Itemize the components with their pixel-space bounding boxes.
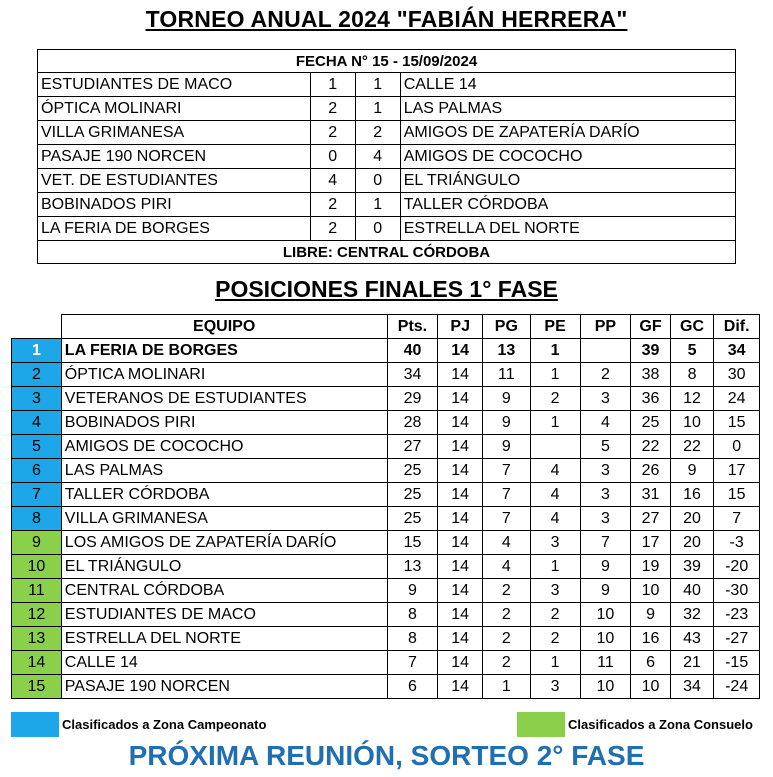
gc-cell: 9 [670, 459, 714, 483]
gf-cell: 38 [631, 363, 670, 387]
pp-cell: 5 [580, 435, 631, 459]
match-row [38, 145, 736, 169]
table-row [12, 675, 760, 699]
gc-cell: 20 [670, 531, 714, 555]
home-team: VILLA GRIMANESA [38, 121, 311, 145]
pp-cell: 9 [580, 579, 631, 603]
table-row [12, 651, 760, 675]
gf-cell: 10 [631, 579, 670, 603]
standings-table [11, 314, 760, 699]
pts-cell: 34 [387, 363, 438, 387]
gf-cell: 10 [631, 675, 670, 699]
pts-cell: 27 [387, 435, 438, 459]
dif-cell: 30 [714, 363, 760, 387]
gf-cell: 16 [631, 627, 670, 651]
gc-cell: 5 [670, 339, 714, 363]
pg-cell: 11 [482, 363, 530, 387]
gf-cell: 31 [631, 483, 670, 507]
pe-cell: 2 [530, 387, 580, 411]
home-score: 2 [310, 193, 355, 217]
away-score: 1 [355, 73, 400, 97]
team-name-cell: LAS PALMAS [61, 459, 387, 483]
pj-cell: 14 [438, 579, 483, 603]
gc-cell: 40 [670, 579, 714, 603]
table-row [12, 411, 760, 435]
dif-cell: -3 [714, 531, 760, 555]
team-name-cell: LOS AMIGOS DE ZAPATERÍA DARÍO [61, 531, 387, 555]
next-meeting-banner: PRÓXIMA REUNIÓN, SORTEO 2° FASE [128, 740, 645, 771]
home-team: ÓPTICA MOLINARI [38, 97, 311, 121]
pj-cell: 14 [438, 627, 483, 651]
legend-consuelo-label: Clasificados a Zona Consuelo [568, 717, 753, 732]
away-team: LAS PALMAS [400, 97, 735, 121]
table-row [12, 531, 760, 555]
gc-cell: 8 [670, 363, 714, 387]
dif-cell: -23 [714, 603, 760, 627]
pg-cell: 9 [482, 387, 530, 411]
team-name-cell: EL TRIÁNGULO [61, 555, 387, 579]
pj-cell: 14 [438, 339, 483, 363]
table-row [12, 507, 760, 531]
away-team: TALLER CÓRDOBA [400, 193, 735, 217]
pe-cell: 4 [530, 483, 580, 507]
team-name-cell: PASAJE 190 NORCEN [61, 675, 387, 699]
gf-cell: 26 [631, 459, 670, 483]
position-cell: 5 [12, 435, 62, 459]
pe-cell: 2 [530, 603, 580, 627]
team-name-cell: ÓPTICA MOLINARI [61, 363, 387, 387]
position-cell: 13 [12, 627, 62, 651]
table-row [12, 339, 760, 363]
dif-cell: 7 [714, 507, 760, 531]
pe-cell: 4 [530, 507, 580, 531]
team-name-cell: AMIGOS DE COCOCHO [61, 435, 387, 459]
pts-cell: 25 [387, 483, 438, 507]
pe-cell: 1 [530, 339, 580, 363]
pj-cell: 14 [438, 459, 483, 483]
position-cell: 12 [12, 603, 62, 627]
position-cell: 10 [12, 555, 62, 579]
fixtures-header-row [38, 50, 736, 73]
fixtures-table [37, 49, 736, 264]
table-row [12, 387, 760, 411]
match-row [38, 121, 736, 145]
dif-cell: 17 [714, 459, 760, 483]
team-name-cell: ESTUDIANTES DE MACO [61, 603, 387, 627]
pts-cell: 9 [387, 579, 438, 603]
position-cell: 14 [12, 651, 62, 675]
pg-cell: 2 [482, 603, 530, 627]
gf-cell: 6 [631, 651, 670, 675]
pj-cell: 14 [438, 363, 483, 387]
dif-cell: -15 [714, 651, 760, 675]
pg-cell: 7 [482, 459, 530, 483]
home-score: 4 [310, 169, 355, 193]
header-gf: GF [631, 315, 670, 339]
pg-cell: 1 [482, 675, 530, 699]
pts-cell: 7 [387, 651, 438, 675]
pp-cell: 11 [580, 651, 631, 675]
pts-cell: 8 [387, 627, 438, 651]
libre-row [38, 241, 736, 264]
fixture-date-header: FECHA N° 15 - 15/09/2024 [38, 50, 736, 73]
gc-cell: 12 [670, 387, 714, 411]
header-pts: Pts. [387, 315, 438, 339]
gf-cell: 39 [631, 339, 670, 363]
pj-cell: 14 [438, 507, 483, 531]
match-row [38, 73, 736, 97]
home-score: 1 [310, 73, 355, 97]
away-team: AMIGOS DE COCOCHO [400, 145, 735, 169]
pg-cell: 2 [482, 579, 530, 603]
home-score: 0 [310, 145, 355, 169]
pe-cell: 1 [530, 363, 580, 387]
pg-cell: 9 [482, 435, 530, 459]
pj-cell: 14 [438, 411, 483, 435]
dif-cell: -20 [714, 555, 760, 579]
pp-cell: 2 [580, 363, 631, 387]
pe-cell: 4 [530, 459, 580, 483]
position-cell: 15 [12, 675, 62, 699]
home-team: BOBINADOS PIRI [38, 193, 311, 217]
position-cell: 2 [12, 363, 62, 387]
pp-cell: 10 [580, 627, 631, 651]
pj-cell: 14 [438, 555, 483, 579]
gf-cell: 22 [631, 435, 670, 459]
gf-cell: 17 [631, 531, 670, 555]
pp-cell: 3 [580, 387, 631, 411]
gf-cell: 25 [631, 411, 670, 435]
header-pe: PE [530, 315, 580, 339]
pp-cell: 3 [580, 483, 631, 507]
pj-cell: 14 [438, 651, 483, 675]
pp-cell: 9 [580, 555, 631, 579]
pg-cell: 4 [482, 555, 530, 579]
pg-cell: 9 [482, 411, 530, 435]
table-row [12, 627, 760, 651]
pg-cell: 7 [482, 507, 530, 531]
team-name-cell: CALLE 14 [61, 651, 387, 675]
pts-cell: 25 [387, 507, 438, 531]
away-score: 4 [355, 145, 400, 169]
pg-cell: 2 [482, 627, 530, 651]
header-equipo: EQUIPO [61, 315, 387, 339]
header-gc: GC [670, 315, 714, 339]
pp-cell: 10 [580, 675, 631, 699]
header-pj: PJ [438, 315, 483, 339]
pts-cell: 29 [387, 387, 438, 411]
dif-cell: 15 [714, 483, 760, 507]
pj-cell: 14 [438, 531, 483, 555]
pp-cell: 10 [580, 603, 631, 627]
gc-cell: 21 [670, 651, 714, 675]
gf-cell: 36 [631, 387, 670, 411]
position-cell: 11 [12, 579, 62, 603]
team-name-cell: CENTRAL CÓRDOBA [61, 579, 387, 603]
home-score: 2 [310, 121, 355, 145]
away-score: 0 [355, 169, 400, 193]
away-score: 2 [355, 121, 400, 145]
table-row [12, 483, 760, 507]
pe-cell: 1 [530, 651, 580, 675]
gc-cell: 39 [670, 555, 714, 579]
pe-cell: 1 [530, 411, 580, 435]
pp-cell: 3 [580, 459, 631, 483]
match-row [38, 169, 736, 193]
pe-cell [530, 435, 580, 459]
pts-cell: 15 [387, 531, 438, 555]
pe-cell: 1 [530, 555, 580, 579]
legend-consuelo-swatch [517, 712, 565, 737]
gf-cell: 19 [631, 555, 670, 579]
away-score: 0 [355, 217, 400, 241]
pp-cell: 3 [580, 507, 631, 531]
gc-cell: 20 [670, 507, 714, 531]
pj-cell: 14 [438, 387, 483, 411]
table-row [12, 603, 760, 627]
pe-cell: 3 [530, 675, 580, 699]
dif-cell: 15 [714, 411, 760, 435]
gc-cell: 16 [670, 483, 714, 507]
pj-cell: 14 [438, 483, 483, 507]
away-team: ESTRELLA DEL NORTE [400, 217, 735, 241]
away-score: 1 [355, 193, 400, 217]
dif-cell: -30 [714, 579, 760, 603]
pg-cell: 13 [482, 339, 530, 363]
dif-cell: -27 [714, 627, 760, 651]
away-team: AMIGOS DE ZAPATERÍA DARÍO [400, 121, 735, 145]
dif-cell: 34 [714, 339, 760, 363]
standings-body [12, 339, 760, 699]
pj-cell: 14 [438, 675, 483, 699]
gc-cell: 43 [670, 627, 714, 651]
gf-cell: 27 [631, 507, 670, 531]
team-name-cell: LA FERIA DE BORGES [61, 339, 387, 363]
home-score: 2 [310, 217, 355, 241]
home-team: ESTUDIANTES DE MACO [38, 73, 311, 97]
legend-campeonato-swatch [11, 712, 59, 737]
pts-cell: 40 [387, 339, 438, 363]
pe-cell: 3 [530, 579, 580, 603]
pts-cell: 28 [387, 411, 438, 435]
dif-cell: 0 [714, 435, 760, 459]
team-name-cell: ESTRELLA DEL NORTE [61, 627, 387, 651]
pp-cell: 7 [580, 531, 631, 555]
pts-cell: 8 [387, 603, 438, 627]
gc-cell: 34 [670, 675, 714, 699]
match-row [38, 193, 736, 217]
away-team: CALLE 14 [400, 73, 735, 97]
home-team: LA FERIA DE BORGES [38, 217, 311, 241]
pe-cell: 3 [530, 531, 580, 555]
position-cell: 1 [12, 339, 62, 363]
legend-campeonato-label: Clasificados a Zona Campeonato [62, 717, 267, 732]
team-name-cell: TALLER CÓRDOBA [61, 483, 387, 507]
gf-cell: 9 [631, 603, 670, 627]
gc-cell: 22 [670, 435, 714, 459]
position-cell: 8 [12, 507, 62, 531]
pg-cell: 7 [482, 483, 530, 507]
table-row [12, 579, 760, 603]
table-row [12, 459, 760, 483]
pj-cell: 14 [438, 603, 483, 627]
pts-cell: 13 [387, 555, 438, 579]
position-cell: 9 [12, 531, 62, 555]
match-row [38, 217, 736, 241]
gc-cell: 32 [670, 603, 714, 627]
header-blank [12, 315, 62, 339]
home-score: 2 [310, 97, 355, 121]
standings-header-row [12, 315, 760, 339]
home-team: VET. DE ESTUDIANTES [38, 169, 311, 193]
pts-cell: 6 [387, 675, 438, 699]
match-row [38, 97, 736, 121]
gc-cell: 10 [670, 411, 714, 435]
team-name-cell: BOBINADOS PIRI [61, 411, 387, 435]
pp-cell [580, 339, 631, 363]
pg-cell: 4 [482, 531, 530, 555]
pe-cell: 2 [530, 627, 580, 651]
standings-title: POSICIONES FINALES 1° FASE [215, 276, 558, 302]
page-title: TORNEO ANUAL 2024 "FABIÁN HERRERA" [145, 6, 628, 32]
header-pp: PP [580, 315, 631, 339]
header-dif: Dif. [714, 315, 760, 339]
pg-cell: 2 [482, 651, 530, 675]
away-score: 1 [355, 97, 400, 121]
position-cell: 6 [12, 459, 62, 483]
position-cell: 7 [12, 483, 62, 507]
table-row [12, 435, 760, 459]
pj-cell: 14 [438, 435, 483, 459]
team-name-cell: VETERANOS DE ESTUDIANTES [61, 387, 387, 411]
header-pg: PG [482, 315, 530, 339]
dif-cell: -24 [714, 675, 760, 699]
dif-cell: 24 [714, 387, 760, 411]
position-cell: 3 [12, 387, 62, 411]
table-row [12, 363, 760, 387]
position-cell: 4 [12, 411, 62, 435]
pp-cell: 4 [580, 411, 631, 435]
away-team: EL TRIÁNGULO [400, 169, 735, 193]
pts-cell: 25 [387, 459, 438, 483]
libre-team: LIBRE: CENTRAL CÓRDOBA [38, 241, 736, 264]
home-team: PASAJE 190 NORCEN [38, 145, 311, 169]
team-name-cell: VILLA GRIMANESA [61, 507, 387, 531]
table-row [12, 555, 760, 579]
